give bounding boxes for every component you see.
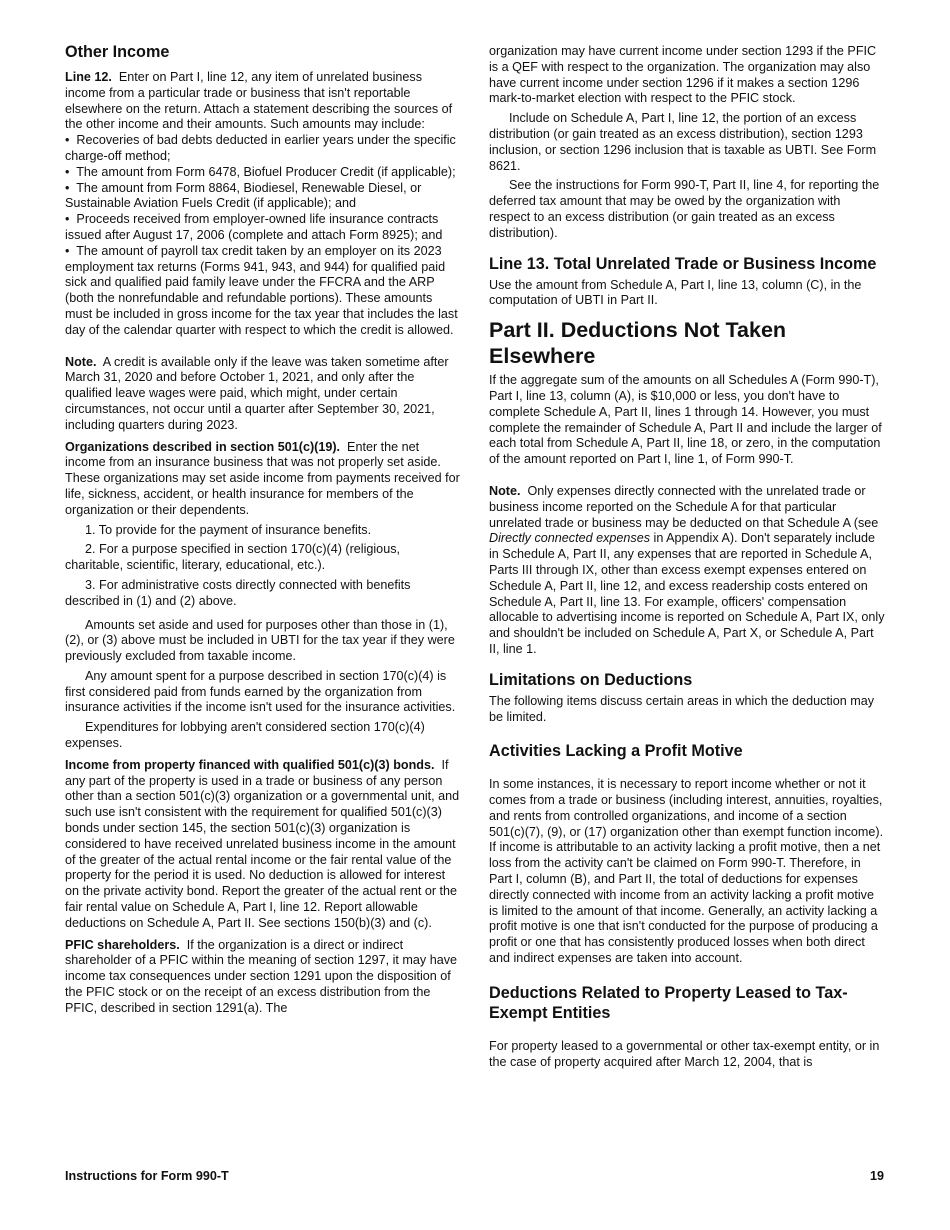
bonds-label: Income from property financed with qualified 501(c)(3) bonds. (65, 757, 435, 772)
bullet-item: • The amount from Form 6478, Biofuel Producer Credit (if applicable); (65, 164, 456, 179)
limitations-heading: Limitations on Deductions (489, 670, 693, 689)
pfic-label: PFIC shareholders. (65, 937, 180, 952)
numbered-item: 1. To provide for the payment of insurance benefits. (85, 522, 372, 537)
org-label: Organizations described in section 501(c)(19). (65, 439, 341, 454)
limitations-paragraph: The following items discuss certain areas in which the deduction may be limited. (489, 693, 874, 724)
other-income-heading: Other Income (65, 43, 170, 61)
right-column (489, 44, 885, 1070)
line12-paragraph (65, 70, 460, 133)
activities-paragraph: In some instances, it is necessary to report income whether or not it comes from a trade or business (including interest, annuities, royalties, and rents from controlled organizations, and income of a section 501(c)(7), (9), or (17) organization other than exempt function income). If income is attributable to an activity lacking a profit motive, then a net loss from the activity can't be claimed on Form 990-T. Therefore, in Part I, column (B), and Part II, the total of deductions for expenses directly connected with income from an activity lacking a profit motive is limited to the amount of that income. Generally, an activity lacking a profit motive is one that isn't conducted for the purpose of producing a profit or one that has consistently produced losses when both direct and indirect expenses are taken into account. (489, 777, 884, 966)
numbered-item: 2. For a purpose specified in section 170(c)(4) (religious, charitable, scientific, literary, educational, etc.). (65, 542, 400, 573)
activities-heading: Activities Lacking a Profit Motive (489, 742, 743, 761)
footer-form-title: Instructions for Form 990-T (65, 1169, 229, 1183)
left-column (65, 42, 460, 1017)
pfic-paragraph: PFIC shareholders. If the organization is a direct or indirect shareholder of a PFIC within the meaning of section 1297, it may have income tax consequences under section 1291 upon the disposition of the PFIC stock or on the receipt of an excess distribution from the PFIC, described in section 1291(a). The (65, 937, 458, 1015)
any-amount-paragraph: Any amount spent for a purpose described in section 170(c)(4) is first considered paid from funds earned by the organization from insurance activities if the income isn't used for the insurance activities. (65, 668, 456, 715)
line13-paragraph: Use the amount from Schedule A, Part I, line 13, column (C), in the computation of UBTI in Part II. (489, 277, 862, 308)
deductions-heading: Deductions Related to Property Leased to Tax-Exempt Entities (489, 983, 848, 1022)
org-501c19-paragraph: Organizations described in section 501(c)(19). Enter the net income from an insurance business that was not properly set aside. These organizations may set aside income from payments received for life, sickness, accident, or health insurance for members of the organization or their dependents. (65, 439, 460, 517)
part2-paragraph: If the aggregate sum of the amounts on all Schedules A (Form 990-T), Part I, line 13, column (A), is $10,000 or less, you don't have to complete Schedule A, Part II, lines 1 through 14. However, you must complete the remainder of Schedule A, Part II and include the larger of each total from Schedule A, Part II, line 18, or zero, in the computation of the amount reported on Part I, line 1, of Form 990-T. (489, 373, 882, 467)
lobbying-paragraph: Expenditures for lobbying aren't considered section 170(c)(4) expenses. (65, 720, 425, 751)
line12-text: Enter on Part I, line 12, any item of unrelated business income from a particular trade or business that isn't reportable elsewhere on the return. Attach a statement describing the sources of the other income and their amounts. Such amounts may include: (65, 70, 453, 132)
footer-page-number: 19 (869, 1169, 884, 1183)
numbered-item: 3. For administrative costs directly connected with benefits described in (1) and (2) above. (65, 577, 411, 608)
note-label: Note. (489, 483, 521, 498)
line12-label: Line 12. (65, 70, 112, 84)
note-label: Note. (65, 354, 97, 369)
see-paragraph: See the instructions for Form 990-T, Part II, line 4, for reporting the deferred tax amount that may be owed by the organization with respect to an excess distribution (or gain treated as an excess distribution). (489, 178, 880, 240)
deductions-paragraph: For property leased to a governmental or other tax-exempt entity, or in the case of property acquired after March 12, 2004, that is (489, 1038, 880, 1069)
bullet-item: • Recoveries of bad debts deducted in earlier years under the specific charge-off method; (65, 133, 456, 163)
bullet-item: • The amount from Form 8864, Biodiesel, Renewable Diesel, or Sustainable Aviation Fuels Credit (if applicable); and (65, 180, 422, 211)
line13-heading: Line 13. Total Unrelated Trade or Business Income (489, 254, 877, 273)
bullet-item: • Proceeds received from employer-owned life insurance contracts issued after August 17, 2006 (complete and attach Form 8925); and (65, 212, 443, 242)
note-paragraph: Note. A credit is available only if the leave was taken sometime after March 31, 2020 and before October 1, 2021, and only after the qualified leave wages were paid, which might, under certain circumstances, not occur until a quarter after September 30, 2021, including quarters during 2023. (65, 354, 449, 432)
amounts-paragraph: Amounts set aside and used for purposes other than those in (1), (2), or (3) above must be included in UBTI for the tax year if they were previously excluded from taxable income. (65, 617, 455, 664)
part2-heading: Part II. Deductions Not Taken Elsewhere (489, 318, 787, 369)
include-paragraph: Include on Schedule A, Part I, line 12, the portion of an excess distribution (or gain treated as an excess distribution), section 1293 inclusion, or section 1296 inclusion that is taxable as UBTI. See Form 8621. (489, 111, 877, 173)
part2-note-paragraph: Note. Only expenses directly connected with the unrelated trade or business income reported on the Schedule A for that particular unrelated trade or business may be deducted on that Schedule A (see Directly connected expenses in Appendix A). Don't separately include in Schedule A, Part II, any expenses that are reported in Schedule A, Parts III through IX, other than excess exempt expenses entered on Schedule A, Part II, line 12, and excess readership costs entered on Schedule A, Part II, line 13. For example, officers' compensation allocable to advertising income is reported on Schedule A, Part IX, only and shouldn't be included on Schedule A, Part X, or Schedule A, Part II, line 1. (489, 483, 885, 656)
pfic-continued-paragraph: organization may have current income under section 1293 if the PFIC is a QEF with respect to the organization. The organization may also have current income under section 1296 if it makes a section 1296 mark-to-market election with respect to the PFIC stock. (489, 44, 877, 106)
bullet-item: • The amount of payroll tax credit taken by an employer on its 2023 employment tax returns (Forms 941, 943, and 944) for qualified paid sick and qualified paid family leave under the FFCRA and the ARP (both the nonrefundable and refundable portions). These amounts must be included in gross income for the tax year that includes the last day of the calendar quarter with respect to which the credit is allowed. (65, 243, 458, 337)
bonds-paragraph: Income from property financed with qualified 501(c)(3) bonds. If any part of the property is used in a trade or business of any person other than a section 501(c)(3) organization or a governmental unit, and such use isn't consistent with the requirement for qualified 501(c)(3) bonds under section 145, the section 501(c)(3) organization is considered to have received unrelated business income in the amount of the greater of the actual rental income or the fair rental value of the property for the period it is used. No deduction is allowed for interest on the private activity bond. Report the greater of the actual rent or the fair rental value on Schedule A, Part I, line 12. Report allowable deductions on Schedule A, Part II. See sections 150(b)(3) and (c). (65, 757, 460, 930)
